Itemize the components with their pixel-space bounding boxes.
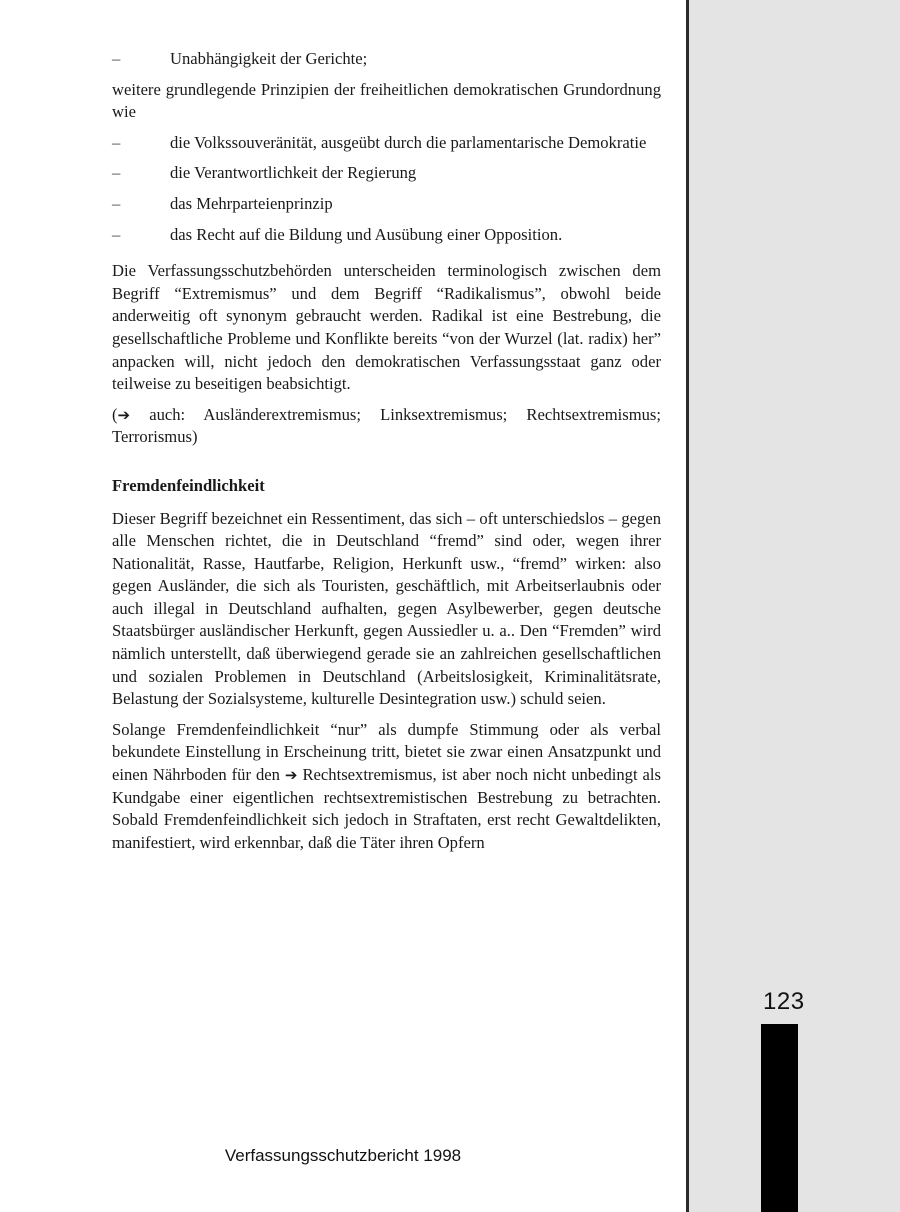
- list-item-text: Unabhängigkeit der Gerichte;: [170, 49, 368, 68]
- arrow-icon: ➔: [284, 766, 298, 785]
- page-number: 123: [763, 988, 805, 1015]
- list-dash: –: [112, 132, 121, 152]
- list-item: [112, 193, 661, 216]
- paragraph-text-a: Solange Fremdenfeindlichkeit “nur” als dumpfe Stimmung oder als verbal bekundete Einstellung in Erscheinung tritt, bietet sie zwar einen Ansatzpunkt und einen Nährboden für den: [112, 719, 661, 785]
- extremism-paragraph: Die Verfassungsschutzbehörden unterscheiden terminologisch zwischen dem Begriff “Extremismus” und dem Begriff “Radikalismus”, obwohl beide anderweitig oft synonym gebraucht werden. Radikal ist eine Bestrebung, die gesellschaftliche Probleme und Konflikte bereits “von der Wurzel (lat. radix) her” anpacken will, nicht jedoch den demokratischen Verfassungsstaat ganz oder teilweise zu beseitigen beabsichtigt.: [112, 261, 661, 394]
- list-dash: –: [112, 224, 121, 244]
- list-item-text: das Mehrparteienprinzip: [170, 193, 333, 213]
- xenophobia-paragraph-2: [112, 719, 661, 855]
- page-margin-sidebar: [686, 0, 900, 1212]
- section-heading: Fremdenfeindlichkeit: [112, 475, 265, 495]
- list-item-text: das Recht auf die Bildung und Ausübung einer Opposition.: [170, 224, 563, 244]
- intro-paragraph: weitere grundlegende Prinzipien der freiheitlichen demokratischen Grundordnung wie: [112, 79, 661, 122]
- list-item-text: die Volkssouveränität, ausgeübt durch die parlamentarische Demokratie: [170, 132, 647, 152]
- page-content: [112, 48, 661, 862]
- list-item: [112, 132, 661, 155]
- list-item: [112, 48, 661, 71]
- arrow-icon: ➔: [117, 405, 131, 424]
- paragraph-text-b: Rechtsextremismus, ist aber noch nicht unbedingt als Kundgabe einer eigentlichen rechtsextremistischen Bestrebung zu betrachten. Sobald Fremdenfeindlichkeit sich jedoch in Straftaten, erst recht Gewaltdelikten, manifestiert, wird erkennbar, daß die Täter ihren Opfern: [112, 765, 661, 852]
- cross-reference: [112, 404, 661, 449]
- crossref-text: auch: Ausländerextremismus; Linksextremismus; Rechtsextremismus; Terrorismus): [112, 404, 661, 447]
- list-dash: –: [112, 163, 121, 183]
- list-item: [112, 224, 661, 247]
- crossref-open: (: [112, 404, 118, 424]
- list-dash: –: [112, 49, 121, 68]
- list-item-text: die Verantwortlichkeit der Regierung: [170, 163, 417, 183]
- xenophobia-paragraph: Dieser Begriff bezeichnet ein Ressentiment, das sich – oft unterschiedslos – gegen alle Menschen richtet, die in Deutschland “fremd” sind oder, wegen ihrer Nationalität, Rasse, Hautfarbe, Religion, Herkunft usw., “fremd” wirken: also gegen Ausländer, die sich als Touristen, geschäftlich, mit Arbeitserlaubnis oder auch illegal in Deutschland aufhalten, gegen Asylbewerber, gegen deutsche Staatsbürger ausländischer Herkunft, gegen Aussiedler u. a.. Den “Fremden” wird nämlich unterstellt, daß überwiegend gerade sie an zahlreichen gesellschaftlichen und sozialen Problemen in Deutschland (Arbeitslosigkeit, Kriminalitätsrate, Belastung der Sozialsysteme, kulturelle Desintegration usw.) schuld seien.: [112, 508, 661, 709]
- list-dash: –: [112, 193, 121, 213]
- list-item: [112, 162, 661, 185]
- page-footer: Verfassungsschutzbericht 1998: [224, 1146, 462, 1165]
- thumb-index-bar: [761, 1024, 798, 1212]
